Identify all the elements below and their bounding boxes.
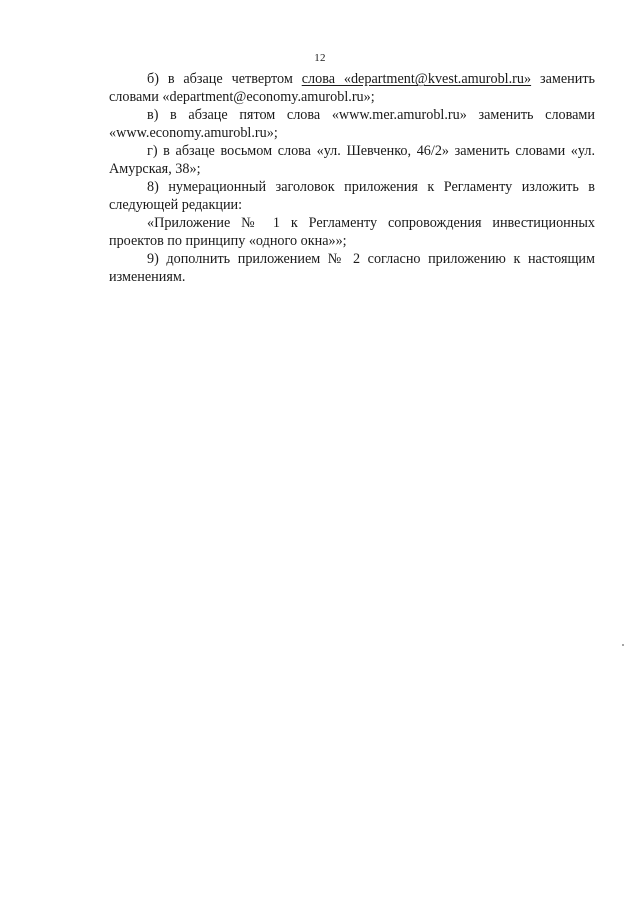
scan-speck [622, 644, 624, 646]
paragraph-quote: «Приложение № 1 к Регламенту сопровождения инвестиционных проектов по принципу «одного окна»»; [109, 215, 595, 249]
paragraph-b-underlined: слова «department@kvest.amurobl.ru» [301, 71, 532, 87]
paragraph-v: в) в абзаце пятом слова «www.mer.amurobl.ru» заменить словами «www.economy.amurobl.ru»; [109, 107, 595, 141]
paragraph-g: г) в абзаце восьмом слова «ул. Шевченко, 46/2» заменить словами «ул. Амурская, 38»; [109, 143, 595, 177]
paragraph-item-9: 9) дополнить приложением № 2 согласно приложению к настоящим изменениям. [109, 251, 595, 285]
page-number: 12 [314, 52, 326, 64]
paragraph-b-after: заменить словами «department@economy.amurobl.ru»; [109, 71, 595, 105]
paragraph-b-before: б) в абзаце четвертом [147, 71, 302, 87]
paragraph-b [109, 70, 595, 106]
paragraph-item-8: 8) нумерационный заголовок приложения к Регламенту изложить в следующей редакции: [109, 179, 595, 213]
document-body [109, 70, 595, 286]
